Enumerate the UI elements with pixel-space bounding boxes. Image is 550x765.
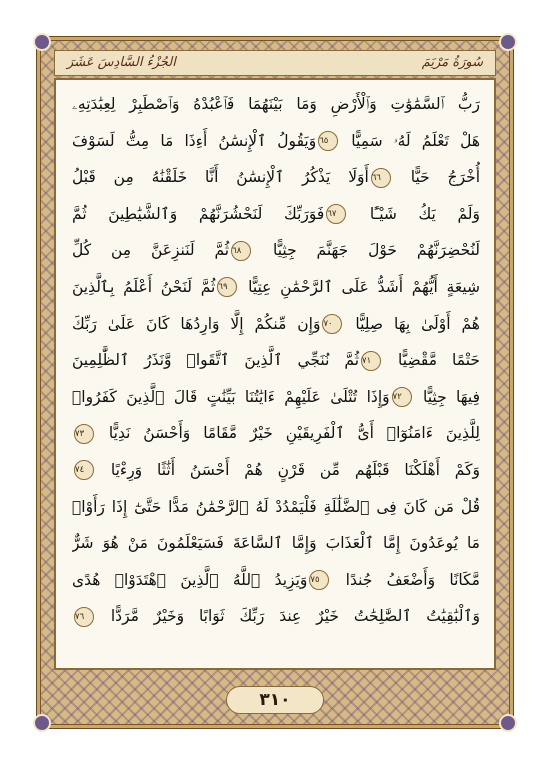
text-line bbox=[72, 489, 480, 526]
ayah-number-marker: ٦٨ bbox=[231, 241, 251, 261]
verse-text: مَا يُوعَدُونَ إِمَّا ٱلْعَذَابَ وَإِمَّا ٱلسَّاعَةَ فَسَيَعْلَمُونَ مَنْ هُوَ شَرٌّ bbox=[72, 534, 480, 553]
corner-ornament bbox=[33, 714, 51, 732]
surah-title: سُورَةُ مَرْيَمَ bbox=[421, 55, 483, 70]
ayah-number-marker: ٧١ bbox=[361, 351, 381, 371]
text-line bbox=[72, 525, 480, 562]
ayah-number-marker: ٧٠ bbox=[322, 314, 342, 334]
text-line bbox=[72, 379, 480, 416]
text-line bbox=[72, 269, 480, 306]
text-line bbox=[72, 306, 480, 343]
text-line bbox=[72, 598, 480, 635]
ayah-number-marker: ٧٢ bbox=[392, 387, 412, 407]
verse-text: لِلَّذِينَ ءَامَنُوٓا۟ أَىُّ ٱلْفَرِيقَيْنِ خَيْرٌ مَّقَامًا وَأَحْسَنُ نَدِيًّا bbox=[96, 424, 480, 443]
verse-text: فِيهَا جِثِيًّا bbox=[413, 387, 480, 406]
verse-text: فَوَرَبِّكَ لَنَحْشُرَنَّهُمْ وَٱلشَّيَٰطِينَ ثُمَّ bbox=[72, 204, 325, 223]
corner-ornament bbox=[499, 33, 517, 51]
text-line bbox=[72, 452, 480, 489]
verse-text: هُمْ أَوْلَىٰ بِهَا صِلِيًّا bbox=[344, 314, 480, 333]
verse-text: وَيَزِيدُ ٱللَّهُ ٱلَّذِينَ ٱهْتَدَوْا۟ هُدًى bbox=[72, 570, 308, 589]
text-line bbox=[72, 123, 480, 160]
page-header bbox=[54, 50, 496, 76]
verse-text: لَنُحْضِرَنَّهُمْ حَوْلَ جَهَنَّمَ جِثِيًّا bbox=[253, 241, 480, 260]
ayah-number-marker: ٦٥ bbox=[318, 131, 338, 151]
verse-text: وَكَمْ أَهْلَكْنَا قَبْلَهُم مِّن قَرْنٍ هُمْ أَحْسَنُ أَثَٰثًا وَرِءْيًا bbox=[96, 460, 480, 479]
text-line bbox=[72, 562, 480, 599]
verse-text: شِيعَةٍ أَيُّهُمْ أَشَدُّ عَلَى ٱلرَّحْمَٰنِ عِتِيًّا bbox=[239, 277, 480, 296]
verse-text: أُخْرَجُ حَيًّا bbox=[392, 168, 480, 187]
corner-ornament bbox=[33, 33, 51, 51]
verse-text: وَٱلْبَٰقِيَٰتُ ٱلصَّٰلِحَٰتُ خَيْرٌ عِندَ رَبِّكَ ثَوَابًا وَخَيْرٌ مَّرَدًّا bbox=[96, 607, 480, 626]
ayah-number-marker: ٦٩ bbox=[217, 277, 237, 297]
verse-text: ثُمَّ لَنَحْنُ أَعْلَمُ بِٱلَّذِينَ bbox=[72, 277, 216, 296]
page-number: ٣١٠ bbox=[226, 686, 324, 714]
verse-text: مَّكَانًا وَأَضْعَفُ جُندًا bbox=[331, 570, 480, 589]
text-line bbox=[72, 342, 480, 379]
quran-text bbox=[72, 86, 480, 635]
verse-text: وَإِذَا تُتْلَىٰ عَلَيْهِمْ ءَايَٰتُنَا بَيِّنَٰتٍ قَالَ ٱلَّذِينَ كَفَرُوا۟ bbox=[72, 387, 390, 406]
ayah-number-marker: ٧٥ bbox=[309, 570, 329, 590]
verse-text: قُلْ مَن كَانَ فِى ٱلضَّلَٰلَةِ فَلْيَمْدُدْ لَهُ ٱلرَّحْمَٰنُ مَدًّا حَتَّىٰٓ إِذَا رَأَوْا۟ bbox=[72, 497, 480, 516]
ayah-number-marker: ٧٣ bbox=[74, 424, 94, 444]
text-line bbox=[72, 159, 480, 196]
ayah-number-marker: ٦٧ bbox=[326, 204, 346, 224]
ayah-number-marker: ٧٦ bbox=[74, 607, 94, 627]
juz-title: الجُزْءُ السَّادِسَ عَشَرَ bbox=[67, 55, 176, 70]
verse-text: وَإِن مِّنكُمْ إِلَّا وَارِدُهَا كَانَ عَلَىٰ رَبِّكَ bbox=[72, 314, 321, 333]
ayah-number-marker: ٧٤ bbox=[74, 460, 94, 480]
verse-text: وَيَقُولُ ٱلْإِنسَٰنُ أَءِذَا مَا مِتُّ لَسَوْفَ bbox=[72, 131, 317, 150]
text-line bbox=[72, 232, 480, 269]
verse-text: رَبُّ ٱلسَّمَٰوَٰتِ وَٱلْأَرْضِ وَمَا بَيْنَهُمَا فَٱعْبُدْهُ وَٱصْطَبِرْ لِعِبَٰدَتِهِۦ bbox=[72, 95, 480, 113]
verse-text: أَوَلَا يَذْكُرُ ٱلْإِنسَٰنُ أَنَّا خَلَقْنَٰهُ مِن قَبْلُ bbox=[72, 168, 369, 187]
corner-ornament bbox=[499, 714, 517, 732]
text-line bbox=[72, 415, 480, 452]
verse-text: هَلْ تَعْلَمُ لَهُۥ سَمِيًّا bbox=[340, 131, 480, 150]
verse-text: ثُمَّ نُنَجِّي ٱلَّذِينَ ٱتَّقَوا۟ وَّنَذَرُ ٱلظَّٰلِمِينَ bbox=[72, 351, 360, 370]
verse-text: وَلَمْ يَكُ شَيْـًٔا bbox=[348, 204, 480, 223]
verse-text: ثُمَّ لَنَنزِعَنَّ مِن كُلِّ bbox=[72, 241, 230, 260]
verse-text: حَتْمًا مَّقْضِيًّا bbox=[383, 351, 480, 370]
ayah-number-marker: ٦٦ bbox=[371, 168, 391, 188]
text-line bbox=[72, 86, 480, 123]
text-line bbox=[72, 196, 480, 233]
